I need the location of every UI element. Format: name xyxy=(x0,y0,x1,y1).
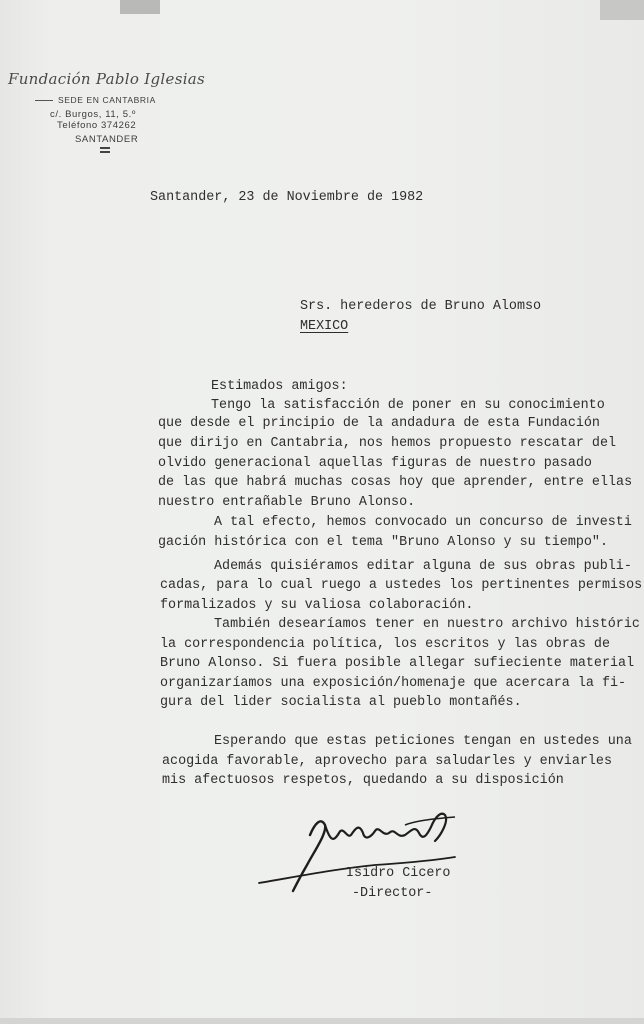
body-line: que desde el principio de la andadura de esta Fundación xyxy=(158,416,600,431)
paper-torn-edge xyxy=(120,0,160,14)
body-line: A tal efecto, hemos convocado un concurso de investi xyxy=(214,515,632,530)
body-line: Bruno Alonso. Si fuera posible allegar sufieciente material xyxy=(160,656,635,671)
body-line: mis afectuosos respetos, quedando a su disposición xyxy=(162,773,564,788)
body-line: que dirijo en Cantabria, nos hemos propuesto rescatar del xyxy=(158,436,617,451)
letterhead-rule xyxy=(100,147,110,149)
body-line: formalizados y su valiosa colaboración. xyxy=(160,598,474,613)
body-line: Además quisiéramos editar alguna de sus obras publi- xyxy=(214,559,632,574)
letterhead-dash xyxy=(35,100,53,101)
body-line: También desearíamos tener en nuestro archivo históric xyxy=(214,617,640,632)
paper-corner-edge xyxy=(600,0,644,20)
signatory-title: -Director- xyxy=(352,886,433,901)
body-line: nuestro entrañable Bruno Alonso. xyxy=(158,495,416,510)
letterhead-organization: Fundación Pablo Iglesias xyxy=(8,70,206,88)
letterhead-phone: Teléfono 374262 xyxy=(57,120,137,131)
body-line: la correspondencia política, los escritos y las obras de xyxy=(160,637,610,652)
date-line: Santander, 23 de Noviembre de 1982 xyxy=(150,190,424,205)
signatory-name: Isidro Cicero xyxy=(346,866,451,881)
letterhead-city: SANTANDER xyxy=(75,134,139,145)
letterhead-address: c/. Burgos, 11, 5.º xyxy=(50,109,136,120)
recipient-name: Srs. herederos de Bruno Alomso xyxy=(300,299,542,314)
body-line: gación histórica con el tema "Bruno Alonso y su tiempo". xyxy=(158,535,608,550)
body-line: acogida favorable, aprovecho para saludarles y enviarles xyxy=(162,754,612,769)
salutation: Estimados amigos: xyxy=(211,379,348,394)
letterhead-rule xyxy=(100,151,110,153)
body-line: de las que habrá muchas cosas hoy que aprender, entre ellas xyxy=(158,475,633,490)
paper-bottom-edge xyxy=(0,1018,644,1024)
body-line: Esperando que estas peticiones tengan en ustedes una xyxy=(214,734,632,749)
body-line: organizaríamos una exposición/homenaje que acercara la fi- xyxy=(160,676,627,691)
body-line: cadas, para lo cual ruego a ustedes los pertinentes permisos xyxy=(160,578,643,593)
body-line: gura del lider socialista al pueblo montañés. xyxy=(160,695,522,710)
recipient-country: MEXICO xyxy=(300,319,349,334)
body-line: olvido generacional aquellas figuras de nuestro pasado xyxy=(158,456,592,471)
body-line: Tengo la satisfacción de poner en su conocimiento xyxy=(211,398,605,413)
letterhead-branch: SEDE EN CANTABRIA xyxy=(58,95,156,105)
